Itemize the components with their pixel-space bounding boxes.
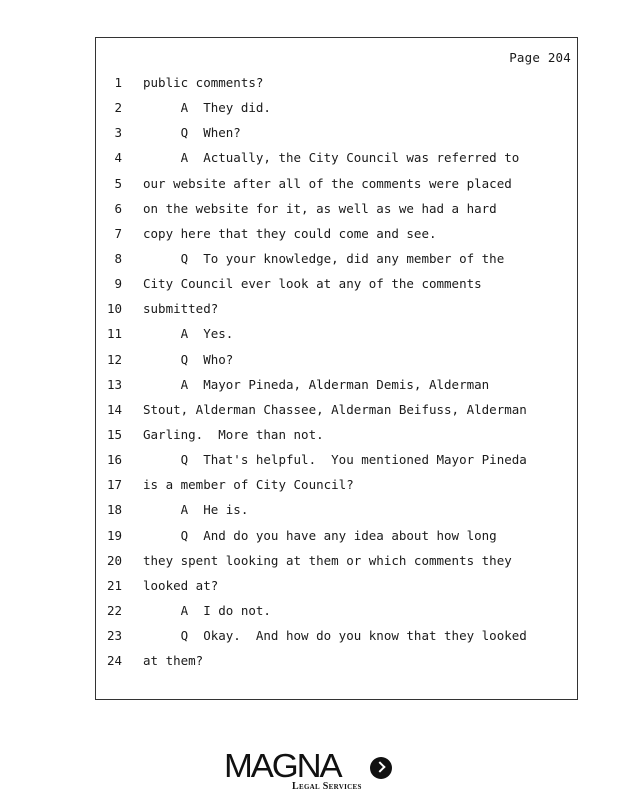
line-number: 15 bbox=[106, 426, 122, 442]
transcript-line bbox=[96, 603, 577, 628]
line-number: 13 bbox=[106, 376, 122, 392]
line-number: 21 bbox=[106, 577, 122, 593]
line-text: at them? bbox=[143, 653, 204, 669]
line-text: Q Okay. And how do you know that they looked bbox=[143, 628, 527, 644]
transcript-line bbox=[96, 276, 577, 301]
transcript-line bbox=[96, 427, 577, 452]
line-number: 19 bbox=[106, 527, 122, 543]
line-number: 23 bbox=[106, 628, 122, 644]
magna-logo bbox=[222, 748, 398, 792]
line-number: 17 bbox=[106, 477, 122, 493]
transcript-line bbox=[96, 628, 577, 653]
transcript-line bbox=[96, 653, 577, 678]
line-text: A Yes. bbox=[143, 326, 234, 342]
transcript-line bbox=[96, 402, 577, 427]
transcript-line bbox=[96, 226, 577, 251]
line-text: is a member of City Council? bbox=[143, 477, 354, 493]
transcript-line bbox=[96, 251, 577, 276]
transcript-line bbox=[96, 452, 577, 477]
line-text: City Council ever look at any of the comments bbox=[143, 276, 482, 292]
line-number: 14 bbox=[106, 401, 122, 417]
line-text: A They did. bbox=[143, 100, 271, 116]
transcript-line bbox=[96, 176, 577, 201]
transcript-line bbox=[96, 100, 577, 125]
line-number: 7 bbox=[114, 225, 122, 241]
line-number: 5 bbox=[114, 175, 122, 191]
transcript-line bbox=[96, 377, 577, 402]
line-number: 4 bbox=[114, 150, 122, 166]
line-text: Stout, Alderman Chassee, Alderman Beifuss, Alderman bbox=[143, 401, 527, 417]
line-text: public comments? bbox=[143, 75, 264, 90]
line-text: our website after all of the comments were placed bbox=[143, 175, 512, 191]
transcript-lines bbox=[96, 75, 577, 678]
transcript-line bbox=[96, 578, 577, 603]
line-text: Q When? bbox=[143, 125, 241, 141]
line-number: 11 bbox=[106, 326, 122, 342]
line-number: 22 bbox=[106, 602, 122, 618]
line-text: looked at? bbox=[143, 577, 219, 593]
line-text: Q That's helpful. You mentioned Mayor Pineda bbox=[143, 452, 527, 468]
line-text: A Mayor Pineda, Alderman Demis, Alderman bbox=[143, 376, 490, 392]
line-text: Garling. More than not. bbox=[143, 426, 324, 442]
line-text: on the website for it, as well as we had a hard bbox=[143, 200, 497, 216]
line-text: A He is. bbox=[143, 502, 249, 518]
transcript-page bbox=[95, 37, 578, 700]
transcript-line bbox=[96, 125, 577, 150]
line-text: Q To your knowledge, did any member of the bbox=[143, 250, 505, 266]
line-number: 9 bbox=[114, 276, 122, 292]
transcript-line bbox=[96, 502, 577, 527]
line-number: 10 bbox=[106, 301, 122, 317]
line-text: Q And do you have any idea about how long bbox=[143, 527, 497, 543]
logo-subtitle: Legal Services bbox=[292, 781, 362, 792]
line-number: 1 bbox=[114, 75, 122, 90]
line-number: 6 bbox=[114, 200, 122, 216]
transcript-line bbox=[96, 352, 577, 377]
line-number: 2 bbox=[114, 100, 122, 116]
line-text: they spent looking at them or which comments they bbox=[143, 552, 512, 568]
line-number: 8 bbox=[114, 250, 122, 266]
arrow-circle-icon bbox=[370, 757, 392, 779]
line-text: Q Who? bbox=[143, 351, 234, 367]
transcript-line bbox=[96, 150, 577, 175]
transcript-line bbox=[96, 326, 577, 351]
transcript-line bbox=[96, 201, 577, 226]
line-text: submitted? bbox=[143, 301, 219, 317]
transcript-line bbox=[96, 75, 577, 100]
line-number: 16 bbox=[106, 452, 122, 468]
transcript-line bbox=[96, 477, 577, 502]
logo-wordmark: MAGNA bbox=[224, 747, 341, 784]
line-number: 20 bbox=[106, 552, 122, 568]
line-text: copy here that they could come and see. bbox=[143, 225, 437, 241]
line-number: 18 bbox=[106, 502, 122, 518]
line-number: 3 bbox=[114, 125, 122, 141]
transcript-line bbox=[96, 553, 577, 578]
page-number: Page 204 bbox=[509, 50, 571, 65]
line-number: 12 bbox=[106, 351, 122, 367]
transcript-line bbox=[96, 528, 577, 553]
line-text: A Actually, the City Council was referred to bbox=[143, 150, 520, 166]
line-text: A I do not. bbox=[143, 602, 271, 618]
transcript-line bbox=[96, 301, 577, 326]
line-number: 24 bbox=[106, 653, 122, 669]
